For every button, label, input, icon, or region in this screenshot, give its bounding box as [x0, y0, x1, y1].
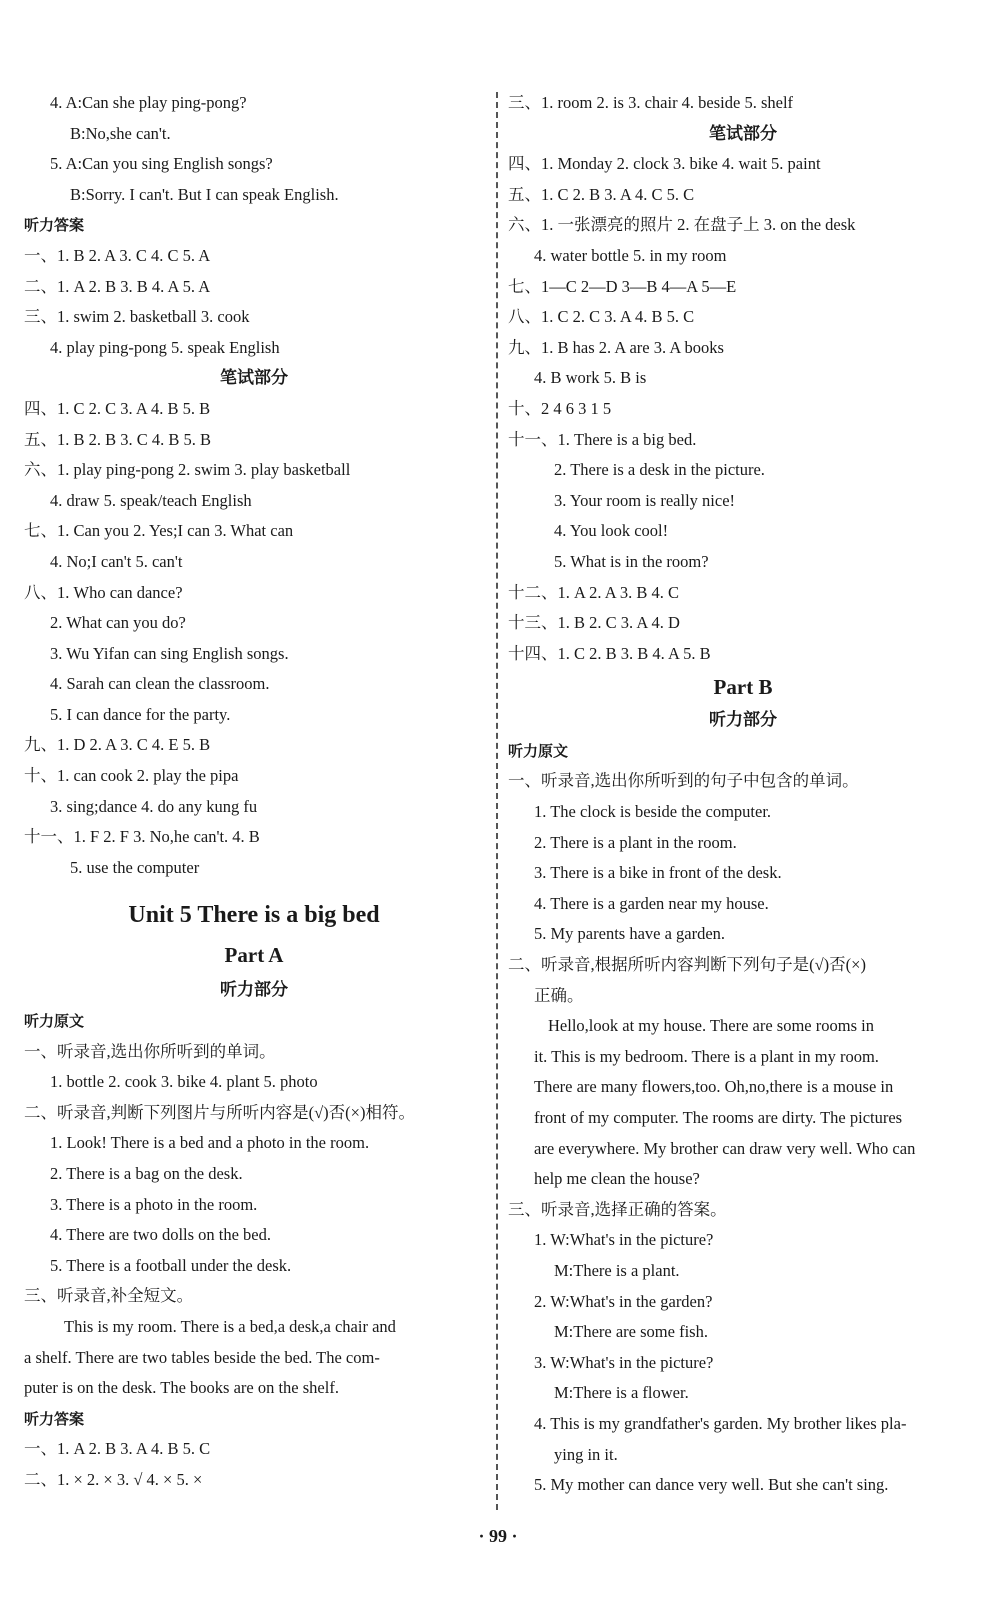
text-line: 3. Wu Yifan can sing English songs.	[50, 643, 289, 663]
text-line: 二、听录音,根据所听内容判断下列句子是(√)否(×)	[508, 955, 866, 975]
text-line: 4. This is my grandfather's garden. My brother likes pla-	[534, 1413, 907, 1433]
text-line: 5. My mother can dance very well. But she can't sing.	[534, 1475, 889, 1495]
text-line: 六、1. play ping-pong 2. swim 3. play basketball	[24, 460, 351, 480]
text-line: 二、听录音,判断下列图片与所听内容是(√)否(×)相符。	[24, 1102, 415, 1122]
text-line: 八、1. C 2. C 3. A 4. B 5. C	[508, 307, 695, 327]
text-line: 2. There is a plant in the room.	[534, 832, 737, 852]
text-line: 二、1. A 2. B 3. B 4. A 5. A	[24, 276, 211, 296]
text-line: 4. Sarah can clean the classroom.	[50, 674, 270, 694]
text-line: 2. What can you do?	[50, 613, 186, 633]
text-line: 九、1. D 2. A 3. C 4. E 5. B	[24, 735, 211, 755]
text-line: M:There are some fish.	[554, 1322, 708, 1342]
text-line: 一、听录音,选出你所听到的单词。	[24, 1041, 276, 1061]
paragraph-line: This is my room. There is a bed,a desk,a chair and	[64, 1316, 396, 1336]
part-title: Part B	[713, 675, 773, 700]
left-column	[24, 88, 484, 1496]
text-line: 5. A:Can you sing English songs?	[50, 154, 273, 174]
text-line: 十四、1. C 2. B 3. B 4. A 5. B	[508, 643, 711, 663]
text-line: 5. What is in the room?	[554, 551, 709, 571]
text-line: 3. W:What's in the picture?	[534, 1352, 714, 1372]
text-line: 三、1. room 2. is 3. chair 4. beside 5. shelf	[508, 93, 794, 112]
text-line: ying in it.	[554, 1444, 618, 1464]
text-line: 四、1. C 2. C 3. A 4. B 5. B	[24, 398, 211, 418]
text-line: 十、2 4 6 3 1 5	[508, 398, 612, 418]
right-column	[508, 88, 978, 1501]
text-line: 十一、1. F 2. F 3. No,he can't. 4. B	[24, 827, 260, 847]
column-divider	[496, 92, 498, 1510]
text-line: 3. There is a photo in the room.	[50, 1194, 258, 1214]
text-line: puter is on the desk. The books are on the shelf.	[24, 1378, 339, 1398]
text-line: 七、1—C 2—D 3—B 4—A 5—E	[508, 276, 737, 296]
text-line: 3. There is a bike in front of the desk.	[534, 863, 782, 883]
text-line: 1. W:What's in the picture?	[534, 1230, 714, 1250]
text-line: 4. B work 5. B is	[534, 368, 647, 388]
subsection-label: 听力答案	[24, 216, 85, 235]
text-line: 2. There is a bag on the desk.	[50, 1164, 243, 1183]
text-line: 十一、1. There is a big bed.	[508, 429, 697, 449]
text-line: 一、1. A 2. B 3. A 4. B 5. C	[24, 1439, 211, 1459]
text-line: 1. The clock is beside the computer.	[534, 802, 772, 822]
section-heading: 听力部分	[220, 980, 288, 1001]
text-line: 十、1. can cook 2. play the pipa	[24, 766, 239, 786]
text-line: 4. No;I can't 5. can't	[50, 551, 183, 571]
section-heading: 笔试部分	[220, 368, 288, 389]
text-line: 4. play ping-pong 5. speak English	[50, 337, 280, 357]
text-line: 1. Look! There is a bed and a photo in the room.	[50, 1133, 370, 1153]
text-line: 5. My parents have a garden.	[534, 924, 726, 944]
text-line: 4. A:Can she play ping-pong?	[50, 93, 247, 112]
text-line: a shelf. There are two tables beside the bed. The com-	[24, 1347, 380, 1367]
page-number: · 99 ·	[478, 1526, 518, 1546]
text-line: 十二、1. A 2. A 3. B 4. C	[508, 582, 679, 602]
text-line: 四、1. Monday 2. clock 3. bike 4. wait 5. paint	[508, 154, 821, 174]
text-line: 三、听录音,选择正确的答案。	[508, 1199, 727, 1219]
text-line: 5. I can dance for the party.	[50, 704, 231, 724]
text-line: are everywhere. My brother can draw very well. Who can	[534, 1138, 916, 1158]
subsection-label: 听力原文	[24, 1012, 85, 1031]
text-line: 正确。	[534, 985, 584, 1005]
text-line: 3. Your room is really nice!	[554, 490, 736, 510]
text-line: 五、1. C 2. B 3. A 4. C 5. C	[508, 184, 695, 204]
text-line: 2. There is a desk in the picture.	[554, 460, 765, 480]
text-line: 一、听录音,选出你所听到的句子中包含的单词。	[508, 771, 859, 791]
text-line: 六、1. 一张漂亮的照片 2. 在盘子上 3. on the desk	[508, 215, 856, 235]
section-heading: 听力部分	[709, 710, 777, 731]
text-line: 七、1. Can you 2. Yes;I can 3. What can	[24, 521, 294, 541]
text-line: 一、1. B 2. A 3. C 4. C 5. A	[24, 245, 211, 265]
unit-title: Unit 5 There is a big bed	[128, 902, 380, 929]
text-line: 2. W:What's in the garden?	[534, 1291, 713, 1311]
text-line: 二、1. × 2. × 3. √ 4. × 5. ×	[24, 1469, 203, 1489]
text-line: 4. water bottle 5. in my room	[534, 245, 727, 265]
text-line: 3. sing;dance 4. do any kung fu	[50, 796, 258, 816]
text-line: B:No,she can't.	[70, 123, 171, 143]
text-line: 三、听录音,补全短文。	[24, 1286, 194, 1306]
text-line: help me clean the house?	[534, 1169, 700, 1189]
text-line: 5. use the computer	[70, 857, 200, 877]
text-line: 1. bottle 2. cook 3. bike 4. plant 5. photo	[50, 1072, 318, 1092]
part-title: Part A	[224, 943, 284, 968]
section-heading: 笔试部分	[709, 123, 777, 144]
text-line: front of my computer. The rooms are dirty. The pictures	[534, 1108, 903, 1127]
text-line: M:There is a flower.	[554, 1383, 689, 1403]
text-line: 九、1. B has 2. A are 3. A books	[508, 337, 724, 357]
text-line: B:Sorry. I can't. But I can speak English.	[70, 184, 339, 204]
text-line: 5. There is a football under the desk.	[50, 1255, 292, 1275]
text-line: There are many flowers,too. Oh,no,there is a mouse in	[534, 1077, 894, 1097]
text-line: 4. draw 5. speak/teach English	[50, 490, 252, 510]
subsection-label: 听力答案	[24, 1409, 85, 1428]
text-line: 4. You look cool!	[554, 521, 669, 541]
subsection-label: 听力原文	[508, 741, 569, 760]
text-line: 五、1. B 2. B 3. C 4. B 5. B	[24, 429, 212, 449]
text-line: M:There is a plant.	[554, 1260, 680, 1280]
text-line: 十三、1. B 2. C 3. A 4. D	[508, 613, 680, 633]
paragraph-line: Hello,look at my house. There are some rooms in	[548, 1016, 874, 1036]
text-line: 三、1. swim 2. basketball 3. cook	[24, 307, 250, 327]
text-line: 4. There is a garden near my house.	[534, 893, 769, 913]
text-line: 4. There are two dolls on the bed.	[50, 1225, 272, 1245]
text-line: 八、1. Who can dance?	[24, 582, 183, 602]
text-line: it. This is my bedroom. There is a plant in my room.	[534, 1046, 879, 1066]
